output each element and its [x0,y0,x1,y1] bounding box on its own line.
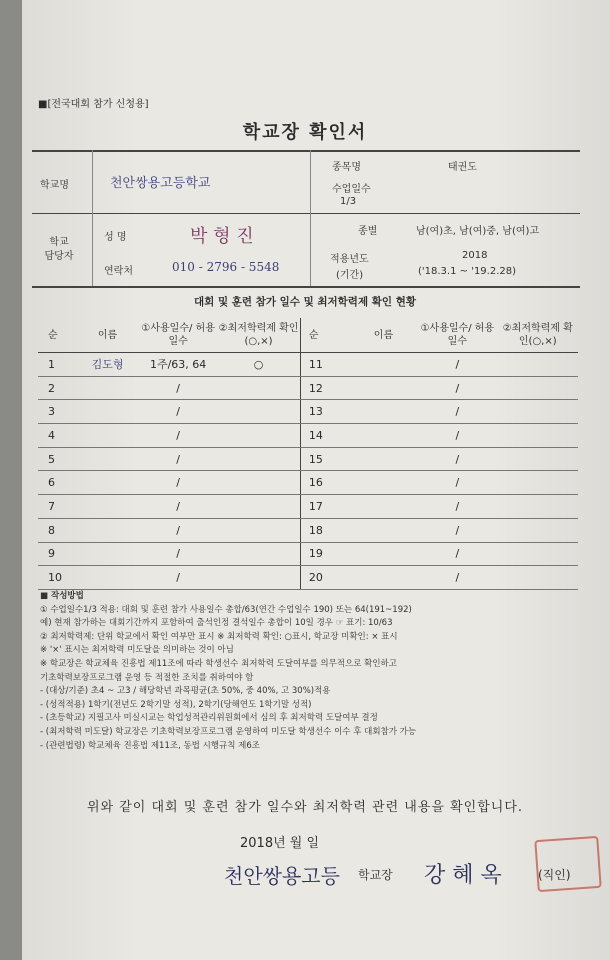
row-academic-check-right [498,376,578,400]
instruction-line: - (대상/기준) 초4 ~ 고3 / 해당학년 과목평균(초 50%, 중 40%, 고 30%)적용 [40,686,331,697]
teacher-name-value: 박 형 진 [190,226,254,247]
row-academic-check-right [498,471,578,495]
instruction-line: ※ '×' 표시는 최저학력 미도달을 의미하는 것이 아님 [40,645,234,656]
row-number: 3 [38,400,76,424]
header-name-right: 이름 [350,318,417,353]
instruction-line: 예) 현재 참가하는 대회기간까지 포함하여 출석인정 결석일수 총합이 10일 경우 ☞ 표기: 10/63 [40,618,393,629]
phone-label: 연락처 [104,266,133,277]
row-name [76,400,139,424]
school-label: 학교명 [40,180,69,191]
sport-label: 종목명 [332,162,361,173]
table-row [38,566,578,590]
period-value: ('18.3.1 ~ '19.2.28) [418,266,517,277]
year-value: 2018 [462,250,488,261]
table-row [38,424,578,448]
row-days: / [139,566,217,590]
row-name [76,424,139,448]
table-row [38,518,578,542]
row-days: / [139,424,217,448]
sport-value: 태권도 [448,162,477,173]
row-days-right: / [417,495,497,519]
info-mid-rule [32,213,580,214]
row-days: / [139,471,217,495]
instruction-line: - (성적적용) 1학기(전년도 2학기말 성적), 2학기(당해연도 1학기말 성적) [40,699,312,710]
row-number-right: 17 [300,495,349,519]
info-col-divider-2 [310,150,311,286]
teacher-name-label: 성 명 [104,232,127,243]
info-top-rule [32,150,580,152]
row-academic-check [217,471,300,495]
row-number: 7 [38,495,76,519]
row-days: / [139,400,217,424]
row-number-right: 19 [300,542,349,566]
table-row [38,400,578,424]
row-academic-check [217,542,300,566]
row-name [76,495,139,519]
row-name-right [350,542,417,566]
row-days: / [139,495,217,519]
principal-signature: 강 혜 옥 [424,863,502,888]
row-days-right: / [417,353,497,377]
header-name: 이름 [76,318,139,353]
row-days-right: / [417,471,497,495]
class-days-ratio: 1/3 [340,196,357,207]
document-title: 학교장 확인서 [242,122,368,143]
row-name-right [350,376,417,400]
instruction-line: - (관련법령) 학교체육 진흥법 제11조, 동법 시행규칙 제6조 [40,740,260,751]
confirmation-text: 위와 같이 대회 및 훈련 참가 일수와 최저학력 관련 내용을 확인합니다. [86,800,524,815]
table-row [38,447,578,471]
division-value: 남(여)초, 남(여)중, 남(여)고 [416,226,540,237]
header-academic-right: ②최저학력제 확인(○,×) [498,318,578,353]
row-days: / [139,518,217,542]
division-label: 종별 [358,226,378,237]
header-days-right: ①사용일수/ 허용일수 [417,318,497,353]
instruction-line: ※ 학교장은 학교체육 진흥법 제11조에 따라 학생선수 최저학력 도달여부를 의무적으로 확인하고 [40,658,397,669]
row-name-right [350,353,417,377]
row-academic-check [217,447,300,471]
official-seal-stamp [534,836,601,892]
row-days-right: / [417,566,497,590]
row-days: 1주/63, 64 [139,353,217,377]
table-row [38,376,578,400]
row-name [76,566,139,590]
row-name [76,471,139,495]
row-days: / [139,542,217,566]
row-academic-check [217,424,300,448]
row-academic-check-right [498,566,578,590]
row-number: 1 [38,353,76,377]
row-name-right [350,447,417,471]
table-row [38,542,578,566]
instruction-line: ① 수업일수1/3 적용: 대회 및 훈련 참가 사용일수 총합/63(연간 수업일수 190) 또는 64(191~192) [40,604,412,615]
row-academic-check [217,518,300,542]
row-academic-check-right [498,518,578,542]
row-name [76,376,139,400]
row-number-right: 12 [300,376,349,400]
header-num-right: 순 [300,318,349,353]
header-academic: ②최저학력제 확인(○,×) [217,318,300,353]
phone-value: 010 - 2796 - 5548 [172,260,280,274]
row-number: 5 [38,447,76,471]
row-academic-check [217,376,300,400]
info-col-divider [92,150,93,286]
school-name-value: 천안쌍용고등학교 [110,176,211,191]
year-label: 적용년도 [330,254,369,265]
row-name-right [350,471,417,495]
row-days: / [139,376,217,400]
row-name [76,518,139,542]
row-name [76,447,139,471]
row-academic-check-right [498,542,578,566]
row-academic-check-right [498,424,578,448]
row-number: 9 [38,542,76,566]
row-academic-check [217,400,300,424]
class-days-label: 수업일수 [332,184,371,195]
row-number: 2 [38,376,76,400]
seal-label: (직인) [538,868,571,882]
table-row [38,353,578,377]
row-number: 4 [38,424,76,448]
row-number-right: 18 [300,518,349,542]
row-academic-check: ○ [217,353,300,377]
row-days: / [139,447,217,471]
row-number: 10 [38,566,76,590]
row-academic-check [217,495,300,519]
instruction-line: ② 최저학력제: 단위 학교에서 확인 여부만 표시 ※ 최저학력 확인: ○표시, 학교장 미확인: × 표시 [40,631,398,642]
principal-label: 학교장 [358,868,393,882]
table-caption: 대회 및 훈련 참가 일수 및 최저학력제 확인 현황 [194,296,416,308]
instruction-line: 기초학력보장프로그램 운영 등 적절한 조치를 취하여야 함 [40,672,254,683]
row-name-right [350,518,417,542]
row-number: 6 [38,471,76,495]
row-number-right: 16 [300,471,349,495]
table-row [38,471,578,495]
teacher-label: 학교 담당자 [44,237,74,262]
row-name-right [350,495,417,519]
school-signature-handwritten: 천안쌍용고등 [224,864,340,888]
table-header-row [38,318,578,353]
row-academic-check-right [498,495,578,519]
row-number-right: 15 [300,447,349,471]
row-academic-check [217,566,300,590]
instruction-line: ■ 작성방법 [40,591,84,601]
date-line: 2018년 월 일 [240,836,320,851]
row-days-right: / [417,542,497,566]
row-name-right [350,566,417,590]
row-name [76,542,139,566]
instruction-line: - (초등학교) 지필고사 미실시교는 학업성적관리위원회에서 심의 후 최저학력 도달여부 결정 [40,713,378,724]
instructions-section [40,590,580,753]
form-type-label: ■[전국대회 참가 신청용] [38,99,149,110]
row-name-right [350,424,417,448]
row-days-right: / [417,518,497,542]
header-num: 순 [38,318,76,353]
instruction-line: - (최저학력 미도달) 학교장은 기초학력보장프로그램 운영하여 미도달 학생선수 이수 후 대회참가 가능 [40,726,417,737]
row-number-right: 14 [300,424,349,448]
row-academic-check-right [498,400,578,424]
row-academic-check-right [498,447,578,471]
participation-table [38,318,578,590]
row-name: 김도형 [76,353,139,377]
row-name-right [350,400,417,424]
row-number: 8 [38,518,76,542]
row-days-right: / [417,376,497,400]
row-days-right: / [417,400,497,424]
info-bottom-rule [32,286,580,288]
row-academic-check-right [498,353,578,377]
row-number-right: 13 [300,400,349,424]
period-label: (기간) [336,270,364,281]
row-days-right: / [417,447,497,471]
row-number-right: 20 [300,566,349,590]
header-days: ①사용일수/ 허용일수 [139,318,217,353]
row-number-right: 11 [300,353,349,377]
row-days-right: / [417,424,497,448]
table-row [38,495,578,519]
